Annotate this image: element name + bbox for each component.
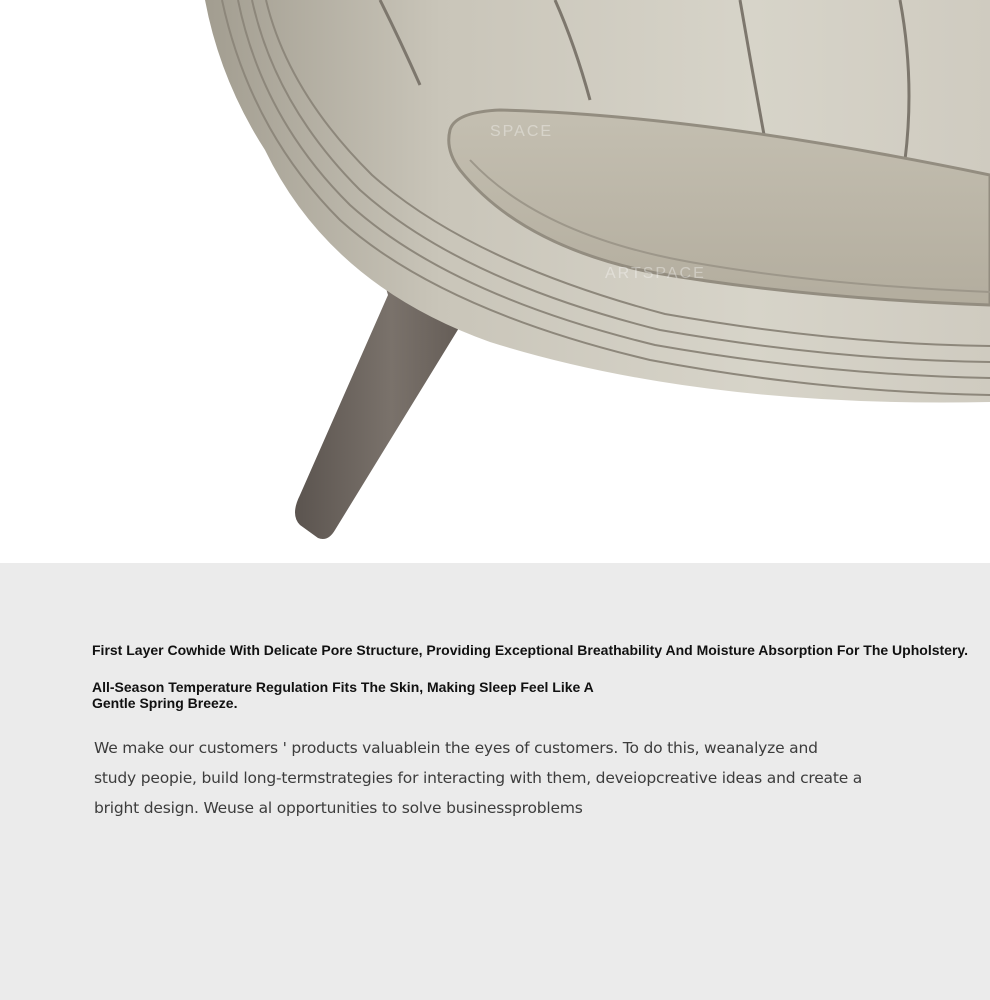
feature-temperature: All-Season Temperature Regulation Fits The Skin, Making Sleep Feel Like A Gentle Spring Breeze. — [92, 679, 594, 711]
brand-description: We make our customers ' products valuablein the eyes of customers. To do this, weanalyze and study peopie, build long-termstrategies for interacting with them, deveiopcreative ideas and create a bright design. Weuse al opportunities to solve businessproblems — [94, 739, 863, 817]
watermark-artspace: ARTSPACE — [605, 265, 706, 282]
feature-cowhide: First Layer Cowhide With Delicate Pore Structure, Providing Exceptional Breathability And Moisture Absorption For The Upholstery. — [92, 642, 969, 658]
product-info-section — [0, 563, 990, 1000]
watermark-space: SPACE — [490, 123, 554, 140]
